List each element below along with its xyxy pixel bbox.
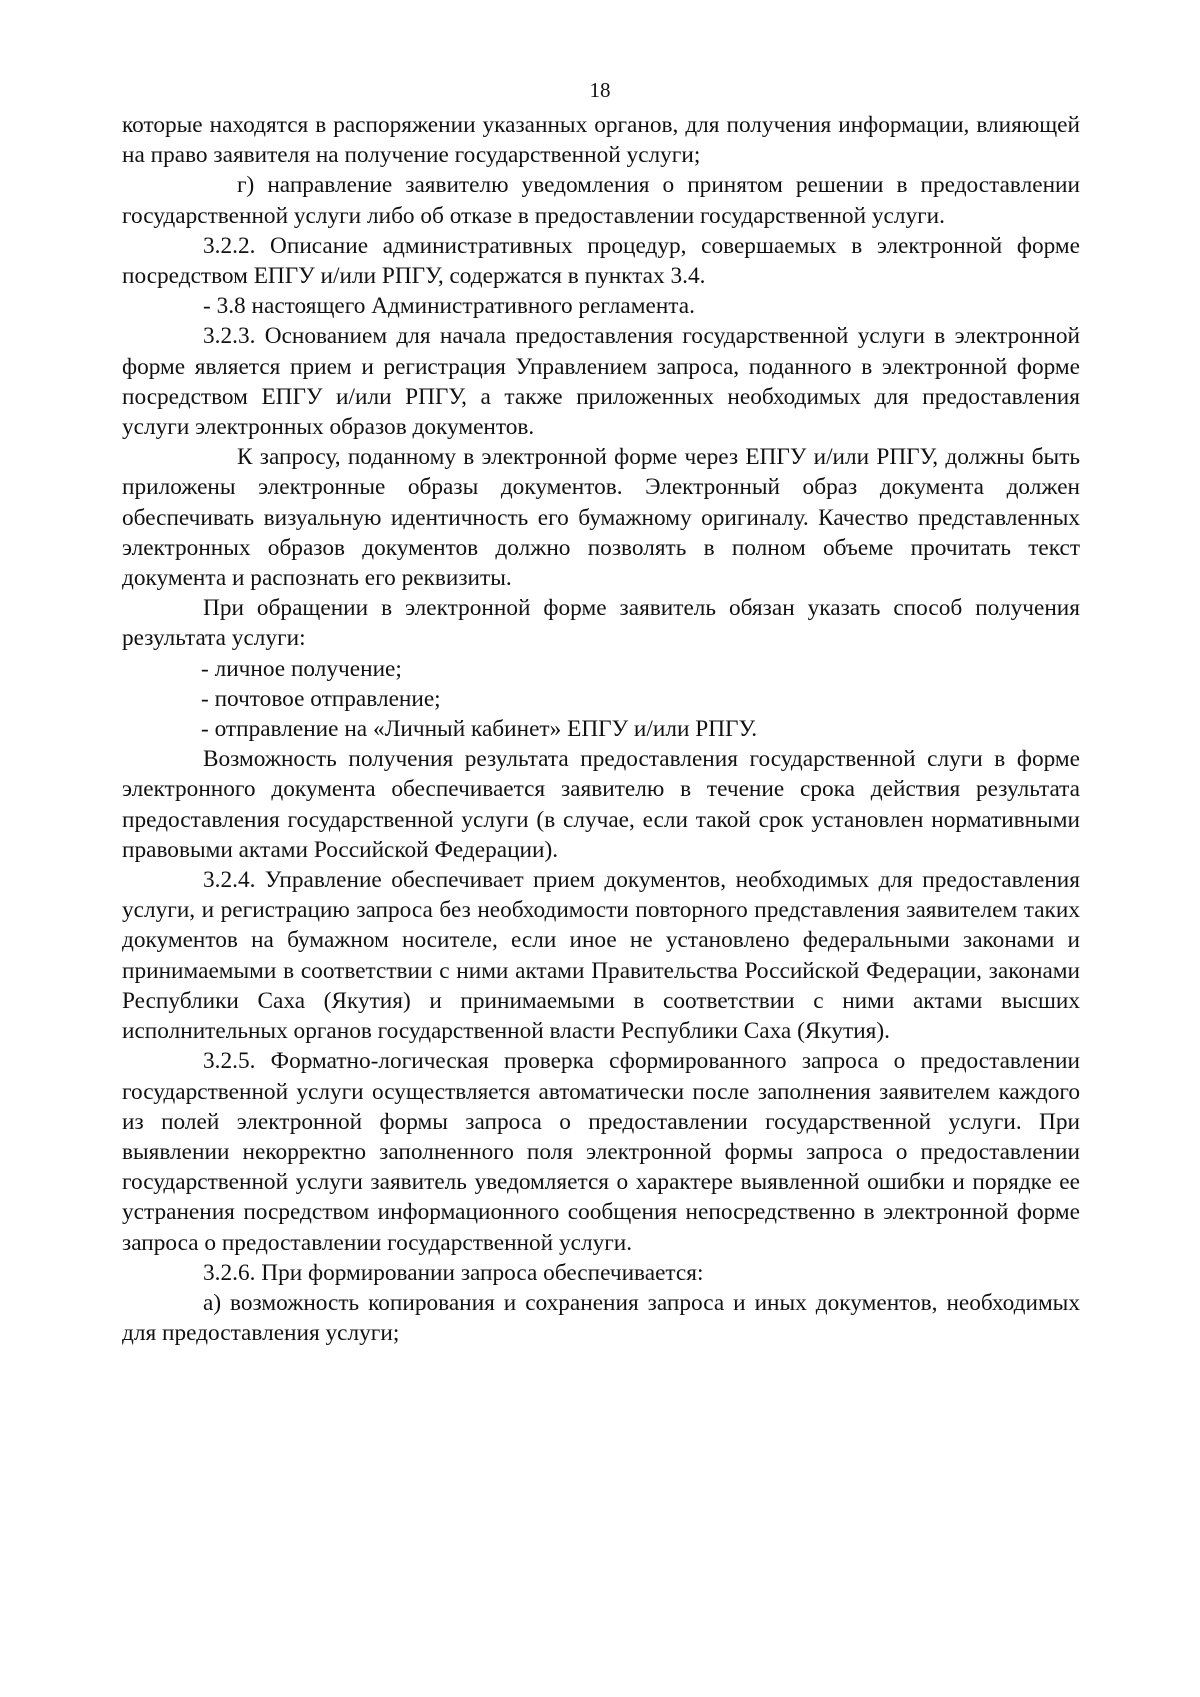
paragraph-3-2-4: 3.2.4. Управление обеспечивает прием документов, необходимых для предоставления услуги, и регистрацию запроса без необходимости повторного представления заявителем таких документов на бумажном носителе, если иное не установлено федеральными законами и принимаемыми в соответствии с ними актами Правительства Российской Федерации, законами Республики Саха (Якутия) и принимаемыми в соответствии с ними актами высших исполнительных органов государственной власти Республики Саха (Якутия).: [122, 867, 1080, 1045]
paragraph-item-g: г) направление заявителю уведомления о принятом решении в предоставлении государственной услуги либо об отказе в предоставлении государственной услуги.: [122, 172, 1080, 229]
paragraph-3-2-2: 3.2.2. Описание административных процедур, совершаемых в электронной форме посредством ЕПГУ и/или РПГУ, содержатся в пунктах 3.4.: [122, 232, 1080, 290]
paragraph-3-2-3: 3.2.3. Основанием для начала предоставления государственной услуги в электронной форме является прием и регистрация Управлением запроса, поданного в электронной форме посредством ЕПГУ и/или РПГУ, а также приложенных необходимых для предоставления услуги электронных образов документов.: [122, 323, 1080, 441]
paragraph-3-2-5: 3.2.5. Форматно-логическая проверка сформированного запроса о предоставлении государственной услуги осуществляется автоматически после заполнения заявителем каждого из полей электронной формы запроса о предоставлении государственной услуги. При выявлении некорректно заполненного поля электронной формы запроса о предоставлении государственной услуги заявитель уведомляется о характере выявленной ошибки и порядке ее устранения посредством информационного сообщения непосредственно в электронной форме запроса о предоставлении государственной услуги.: [122, 1048, 1080, 1256]
paragraph-result-method: При обращении в электронной форме заявитель обязан указать способ получения результата услуги:: [122, 595, 1080, 652]
paragraph-item-a: а) возможность копирования и сохранения запроса и иных документов, необходимых для предоставления услуги;: [122, 1289, 1080, 1347]
list-item-postal-delivery: - почтовое отправление;: [201, 685, 441, 712]
paragraph-3-8-reference: - 3.8 настоящего Административного регламента.: [203, 293, 695, 320]
paragraph-electronic-result: Возможность получения результата предоставления государственной слуги в форме электронного документа обеспечивается заявителю в течение срока действия результата предоставления государственной услуги (в случае, если такой срок установлен нормативными правовыми актами Российской Федерации).: [122, 746, 1080, 863]
page-number: 18: [589, 78, 611, 102]
paragraph-continuation: которые находятся в распоряжении указанных органов, для получения информации, влияющей на право заявителя на получение государственной услуги;: [122, 112, 1080, 169]
list-item-personal-receipt: - личное получение;: [201, 655, 402, 682]
document-body: [122, 110, 1080, 1348]
paragraph-request-attachments: К запросу, поданному в электронной форме через ЕПГУ и/или РПГУ, должны быть приложены электронные образы документов. Электронный образ документа должен обеспечивать визуальную идентичность его бумажному оригиналу. Качество представленных электронных образов документов должно позволять в полном объеме прочитать текст документа и распознать его реквизиты.: [122, 444, 1080, 592]
paragraph-3-2-6: 3.2.6. При формировании запроса обеспечивается:: [203, 1259, 704, 1286]
list-item-personal-cabinet: - отправление на «Личный кабинет» ЕПГУ и/или РПГУ.: [201, 716, 758, 743]
